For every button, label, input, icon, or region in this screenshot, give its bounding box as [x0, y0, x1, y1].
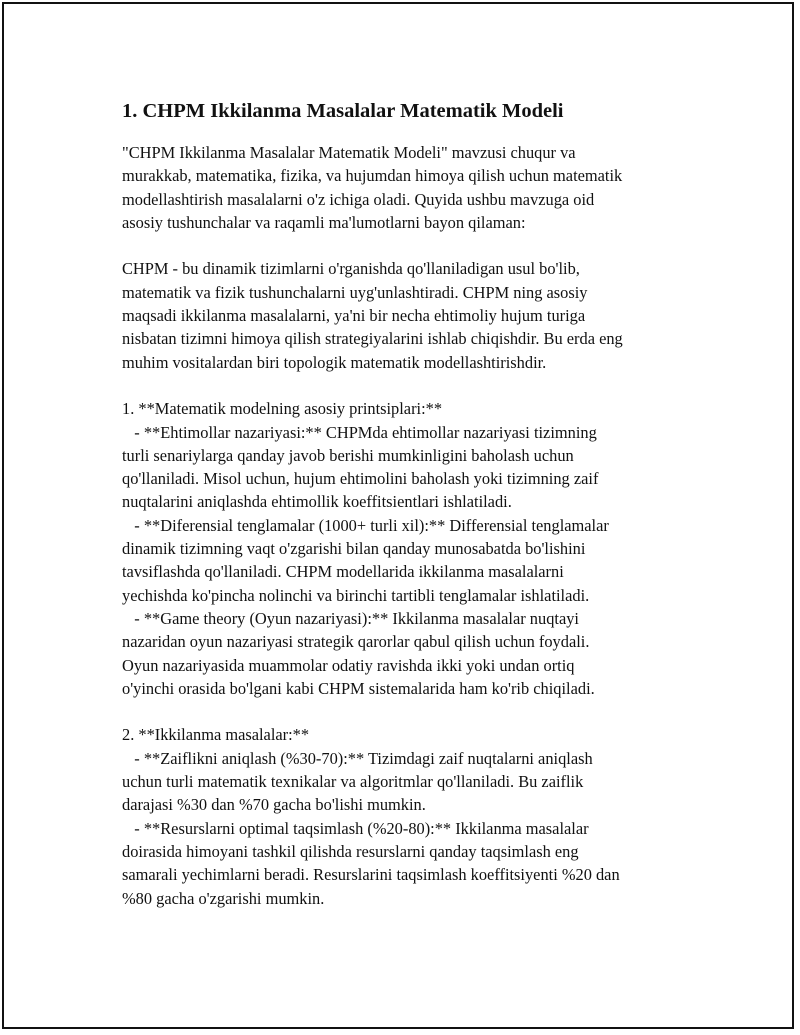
- text-line: CHPM - bu dinamik tizimlarni o'rganishda qo'llaniladigan usul bo'lib,: [122, 259, 580, 279]
- text-line: - **Zaiflikni aniqlash (%30-70):** Tizimdagi zaif nuqtalarni aniqlash: [122, 748, 593, 768]
- text-line: - **Ehtimollar nazariyasi:** CHPMda ehtimollar nazariyasi tizimning: [122, 422, 597, 442]
- text-line: uchun turli matematik texnikalar va algoritmlar qo'llaniladi. Bu zaiflik: [122, 772, 584, 792]
- text-line: 2. **Ikkilanma masalalar:**: [122, 725, 310, 745]
- text-line: darajasi %30 dan %70 gacha bo'lishi mumkin.: [122, 795, 426, 815]
- text-line: nazaridan oyun nazariyasi strategik qarorlar qabul qilish uchun foydali.: [122, 632, 590, 652]
- text-line: matematik va fizik tushunchalarni uyg'unlashtiradi. CHPM ning asosiy: [122, 282, 588, 302]
- text-line: - **Game theory (Oyun nazariyasi):** Ikkilanma masalalar nuqtayi: [122, 608, 579, 628]
- text-line: "CHPM Ikkilanma Masalalar Matematik Modeli" mavzusi chuqur va: [122, 143, 576, 162]
- blank-line: [122, 234, 692, 257]
- text-line: nuqtalarini aniqlashda ehtimollik koeffitsientlari ishlatiladi.: [122, 492, 512, 512]
- text-line: turli senariylarga qanday javob berishi mumkinligini baholash uchun: [122, 445, 574, 465]
- text-line: maqsadi ikkilanma masalalarni, ya'ni bir necha ehtimoliy hujum turiga: [122, 306, 586, 326]
- text-line: qo'llaniladi. Misol uchun, hujum ehtimolini baholash yoki tizimning zaif: [122, 469, 599, 489]
- text-line: - **Diferensial tenglamalar (1000+ turli xil):** Differensial tenglamalar: [122, 515, 609, 535]
- document-content: [122, 98, 692, 910]
- blank-line: [122, 374, 692, 397]
- text-line: 1. **Matematik modelning asosiy printsiplari:**: [122, 399, 443, 419]
- text-line: yechishda ko'pincha nolinchi va birinchi tartibli tenglamalar ishlatiladi.: [122, 585, 590, 605]
- page-frame: [2, 2, 794, 1029]
- text-line: o'yinchi orasida bo'lgani kabi CHPM sistemalarida ham ko'rib chiqiladi.: [122, 678, 595, 698]
- document-body: [122, 141, 692, 910]
- document-title: 1. CHPM Ikkilanma Masalalar Matematik Modeli: [122, 100, 564, 122]
- text-line: tavsiflashda qo'llaniladi. CHPM modellarida ikkilanma masalalarni: [122, 562, 564, 582]
- text-line: samarali yechimlarni beradi. Resurslarini taqsimlash koeffitsiyenti %20 dan: [122, 865, 620, 885]
- text-line: muhim vositalardan biri topologik matematik modellashtirishdir.: [122, 352, 547, 372]
- blank-line: [122, 700, 692, 723]
- text-line: doirasida himoyani tashkil qilishda resurslarni qanday taqsimlash eng: [122, 841, 579, 861]
- text-line: - **Resurslarni optimal taqsimlash (%20-80):** Ikkilanma masalalar: [122, 818, 589, 838]
- text-line: dinamik tizimning vaqt o'zgarishi bilan qanday munosabatda bo'lishini: [122, 539, 586, 559]
- text-line: Oyun nazariyasida muammolar odatiy ravishda ikki yoki undan ortiq: [122, 655, 575, 675]
- text-line: asosiy tushunchalar va raqamli ma'lumotlarni bayon qilaman:: [122, 212, 526, 232]
- text-line: %80 gacha o'zgarishi mumkin.: [122, 888, 325, 908]
- text-line: modellashtirish masalalarni o'z ichiga oladi. Quyida ushbu mavzuga oid: [122, 189, 595, 209]
- text-line: murakkab, matematika, fizika, va hujumdan himoya qilish uchun matematik: [122, 166, 623, 186]
- text-line: nisbatan tizimni himoya qilish strategiyalarini ishlab chiqishdir. Bu erda eng: [122, 329, 623, 349]
